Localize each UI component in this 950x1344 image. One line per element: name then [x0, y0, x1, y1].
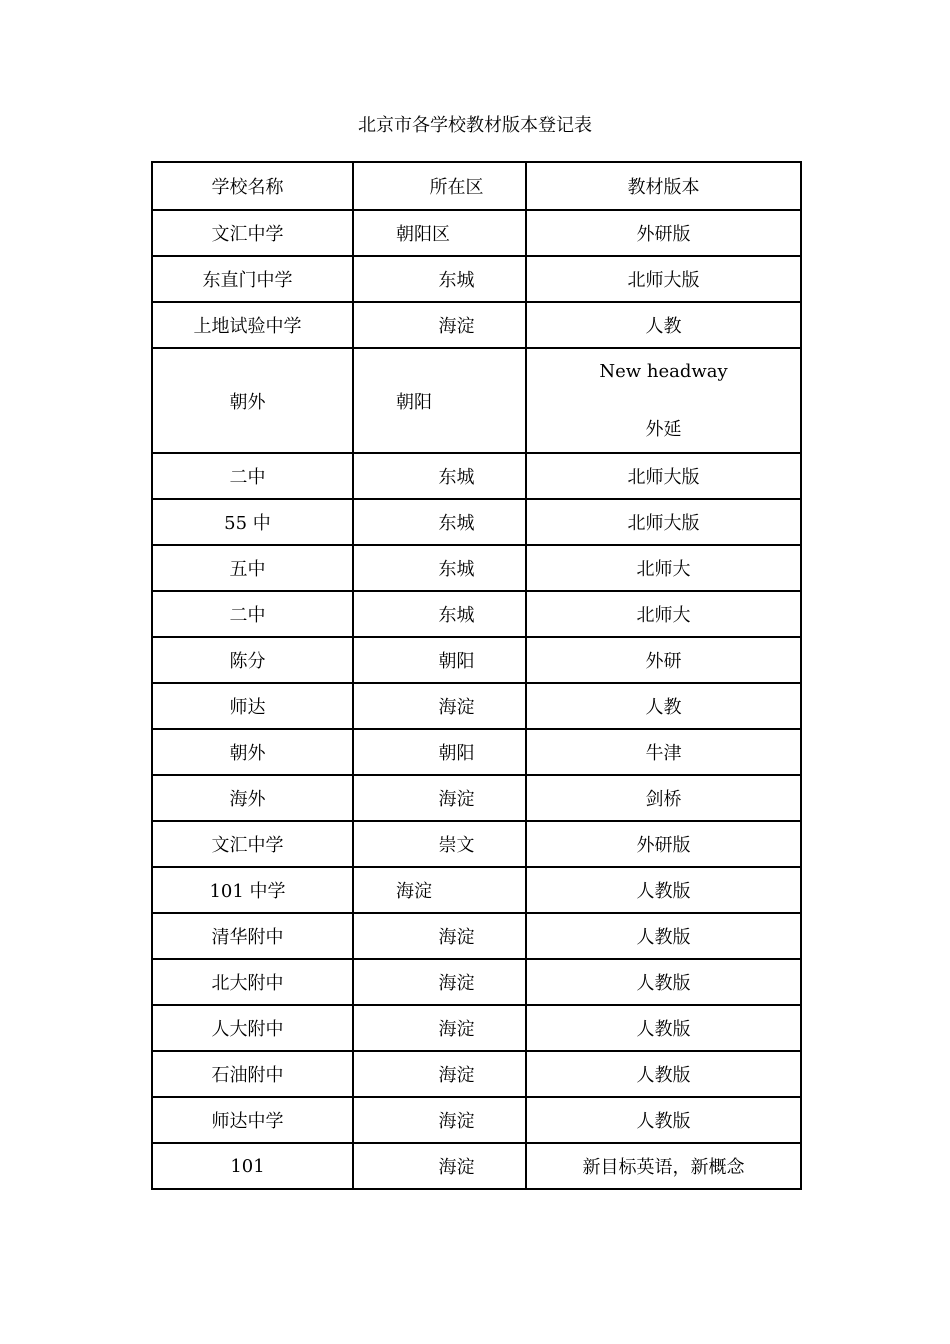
edition-cell: 北师大 — [526, 591, 801, 637]
edition-cell: 牛津 — [526, 729, 801, 775]
school-cell: 二中 — [152, 453, 353, 499]
school-cell: 文汇中学 — [152, 210, 353, 256]
registration-table — [151, 161, 802, 1190]
table-header-row — [152, 162, 801, 210]
district-cell: 海淀 — [353, 775, 526, 821]
district-cell: 朝阳 — [353, 348, 526, 453]
edition-cell — [526, 348, 801, 453]
edition-cell: 人教 — [526, 302, 801, 348]
edition-cell: 新目标英语，新概念 — [526, 1143, 801, 1189]
school-cell: 101 — [152, 1143, 353, 1189]
edition-cell: 外研版 — [526, 821, 801, 867]
edition-cell: 人教版 — [526, 959, 801, 1005]
edition-cell: 外研 — [526, 637, 801, 683]
school-cell: 101 中学 — [152, 867, 353, 913]
table-row — [152, 210, 801, 256]
district-cell: 崇文 — [353, 821, 526, 867]
table-row — [152, 545, 801, 591]
table-row — [152, 775, 801, 821]
edition-cell: 外研版 — [526, 210, 801, 256]
edition-cell: 人教版 — [526, 1097, 801, 1143]
edition-cell: 人教版 — [526, 1005, 801, 1051]
district-cell: 东城 — [353, 499, 526, 545]
school-cell: 五中 — [152, 545, 353, 591]
table-row — [152, 821, 801, 867]
header-district: 所在区 — [353, 162, 526, 210]
table-row — [152, 683, 801, 729]
edition-cell: 人教 — [526, 683, 801, 729]
header-edition: 教材版本 — [526, 162, 801, 210]
table-row — [152, 348, 801, 453]
school-cell: 东直门中学 — [152, 256, 353, 302]
district-cell: 海淀 — [353, 302, 526, 348]
district-cell: 海淀 — [353, 683, 526, 729]
school-cell: 师达 — [152, 683, 353, 729]
district-cell: 东城 — [353, 591, 526, 637]
edition-cell: 北师大 — [526, 545, 801, 591]
school-cell: 55 中 — [152, 499, 353, 545]
district-cell: 朝阳 — [353, 729, 526, 775]
school-cell: 上地试验中学 — [152, 302, 353, 348]
edition-cell: 北师大版 — [526, 499, 801, 545]
school-cell: 文汇中学 — [152, 821, 353, 867]
edition-cell: 人教版 — [526, 913, 801, 959]
district-cell: 海淀 — [353, 1097, 526, 1143]
district-cell: 海淀 — [353, 913, 526, 959]
table-row — [152, 913, 801, 959]
edition-cell: 北师大版 — [526, 256, 801, 302]
district-cell: 海淀 — [353, 959, 526, 1005]
school-cell: 二中 — [152, 591, 353, 637]
table-row — [152, 1051, 801, 1097]
district-cell: 朝阳区 — [353, 210, 526, 256]
table-row — [152, 637, 801, 683]
table-row — [152, 1143, 801, 1189]
table-row — [152, 499, 801, 545]
table-row — [152, 256, 801, 302]
table-row — [152, 1005, 801, 1051]
school-cell: 北大附中 — [152, 959, 353, 1005]
school-cell: 朝外 — [152, 348, 353, 453]
edition-cell: 北师大版 — [526, 453, 801, 499]
district-cell: 海淀 — [353, 1143, 526, 1189]
table-row — [152, 453, 801, 499]
school-cell: 朝外 — [152, 729, 353, 775]
school-cell: 海外 — [152, 775, 353, 821]
document-title: 北京市各学校教材版本登记表 — [358, 115, 592, 136]
table-row — [152, 1097, 801, 1143]
table-row — [152, 867, 801, 913]
district-cell: 东城 — [353, 256, 526, 302]
header-school-name: 学校名称 — [152, 162, 353, 210]
table-row — [152, 729, 801, 775]
edition-cell: 人教版 — [526, 1051, 801, 1097]
edition-line: 外延 — [645, 418, 682, 440]
district-cell: 东城 — [353, 453, 526, 499]
school-cell: 清华附中 — [152, 913, 353, 959]
table-row — [152, 959, 801, 1005]
district-cell: 海淀 — [353, 1051, 526, 1097]
school-cell: 师达中学 — [152, 1097, 353, 1143]
edition-line: New headway — [599, 360, 728, 382]
edition-cell: 人教版 — [526, 867, 801, 913]
district-cell: 海淀 — [353, 867, 526, 913]
district-cell: 东城 — [353, 545, 526, 591]
edition-cell: 剑桥 — [526, 775, 801, 821]
table-row — [152, 591, 801, 637]
school-cell: 陈分 — [152, 637, 353, 683]
school-cell: 人大附中 — [152, 1005, 353, 1051]
district-cell: 朝阳 — [353, 637, 526, 683]
school-cell: 石油附中 — [152, 1051, 353, 1097]
table-row — [152, 302, 801, 348]
district-cell: 海淀 — [353, 1005, 526, 1051]
